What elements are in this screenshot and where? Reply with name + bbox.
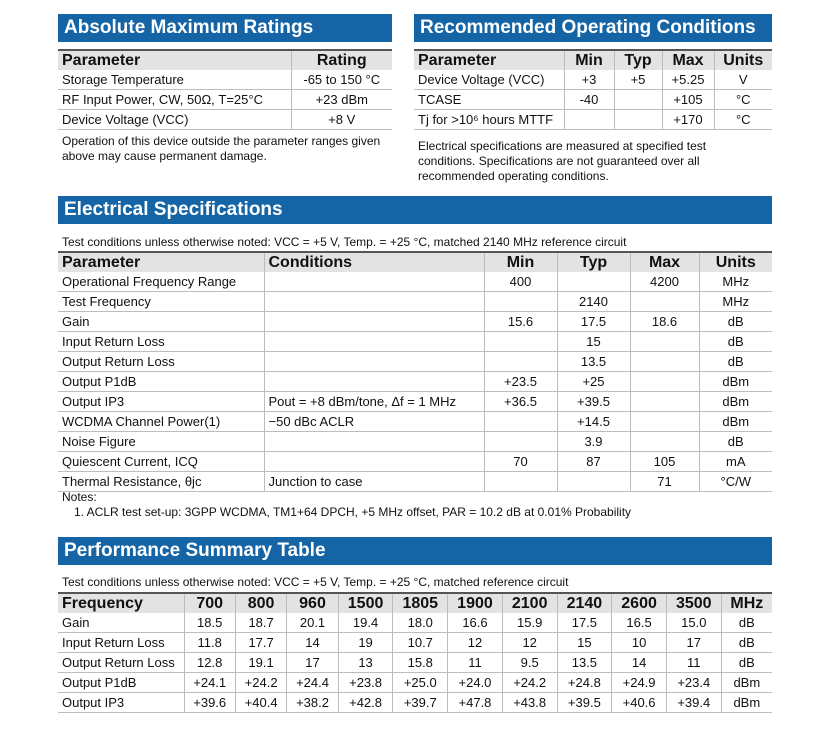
pst-section-title: Performance Summary Table: [58, 537, 772, 565]
pst-table-row: [58, 613, 772, 633]
es-cell: dB: [699, 312, 772, 332]
roc-cell: -40: [564, 90, 614, 110]
es-cell: dB: [699, 432, 772, 452]
pst-header-freq: 1900: [448, 593, 503, 613]
pst-cell: +39.5: [557, 693, 612, 713]
roc-cell: +105: [662, 90, 714, 110]
pst-cell: +39.7: [393, 693, 448, 713]
pst-header-freq: 1805: [393, 593, 448, 613]
pst-cell: 14: [612, 653, 667, 673]
es-cell: 105: [630, 452, 699, 472]
es-cell: [264, 312, 484, 332]
roc-cell: +170: [662, 110, 714, 130]
pst-cell: 14: [287, 633, 338, 653]
es-cell: [264, 452, 484, 472]
es-cell: Output P1dB: [58, 372, 264, 392]
roc-section-title: Recommended Operating Conditions: [414, 14, 772, 42]
pst-cell: Output Return Loss: [58, 653, 184, 673]
es-cell: [264, 372, 484, 392]
roc-cell: [614, 110, 662, 130]
amr-header-rating: Rating: [291, 50, 392, 70]
es-table-row: [58, 412, 772, 432]
es-header-typ: Typ: [557, 252, 630, 272]
roc-cell: [564, 110, 614, 130]
amr-section-title: Absolute Maximum Ratings: [58, 14, 392, 42]
roc-cell: +3: [564, 70, 614, 90]
es-cell: +23.5: [484, 372, 557, 392]
pst-header-freq: 2600: [612, 593, 667, 613]
pst-cell: +42.8: [338, 693, 393, 713]
es-cell: MHz: [699, 272, 772, 292]
es-cell: [630, 372, 699, 392]
pst-header-freq: 960: [287, 593, 338, 613]
es-header-conditions: Conditions: [264, 252, 484, 272]
roc-header-units: Units: [714, 50, 772, 70]
amr-table: [58, 49, 392, 130]
es-table-row: [58, 472, 772, 492]
es-cell: 4200: [630, 272, 699, 292]
es-cell: 17.5: [557, 312, 630, 332]
es-table: [58, 251, 772, 492]
es-header-max: Max: [630, 252, 699, 272]
es-cell: °C/W: [699, 472, 772, 492]
es-cell: Pout = +8 dBm/tone, Δf = 1 MHz: [264, 392, 484, 412]
pst-cell: Gain: [58, 613, 184, 633]
es-notes-label: Notes:: [62, 490, 97, 504]
es-cell: [630, 412, 699, 432]
pst-cell: +38.2: [287, 693, 338, 713]
amr-cell: +8 V: [291, 110, 392, 130]
pst-cell: 11: [666, 653, 721, 673]
es-cell: [630, 352, 699, 372]
pst-test-conditions: Test conditions unless otherwise noted: VCC = +5 V, Temp. = +25 °C, matched reference circuit: [62, 575, 569, 589]
es-cell: WCDMA Channel Power(1): [58, 412, 264, 432]
es-cell: Thermal Resistance, θjc: [58, 472, 264, 492]
roc-cell: Tj for >10⁶ hours MTTF: [414, 110, 564, 130]
es-cell: Output Return Loss: [58, 352, 264, 372]
es-cell: [264, 332, 484, 352]
pst-header-freq: 800: [235, 593, 286, 613]
pst-cell: dB: [721, 653, 772, 673]
es-cell: 18.6: [630, 312, 699, 332]
amr-cell: Device Voltage (VCC): [58, 110, 291, 130]
es-cell: [484, 352, 557, 372]
pst-header-freq: 2140: [557, 593, 612, 613]
pst-cell: 15.9: [502, 613, 557, 633]
pst-cell: 11.8: [184, 633, 235, 653]
pst-cell: 17: [287, 653, 338, 673]
roc-header-max: Max: [662, 50, 714, 70]
pst-header-freq: 700: [184, 593, 235, 613]
es-cell: Junction to case: [264, 472, 484, 492]
es-table-row: [58, 452, 772, 472]
pst-cell: 13.5: [557, 653, 612, 673]
pst-cell: 18.7: [235, 613, 286, 633]
pst-cell: +24.9: [612, 673, 667, 693]
amr-header-parameter: Parameter: [58, 50, 291, 70]
es-header-units: Units: [699, 252, 772, 272]
pst-cell: +47.8: [448, 693, 503, 713]
pst-cell: dB: [721, 633, 772, 653]
roc-cell: +5.25: [662, 70, 714, 90]
es-cell: [630, 392, 699, 412]
es-cell: dBm: [699, 412, 772, 432]
roc-cell: °C: [714, 90, 772, 110]
amr-note: Operation of this device outside the parameter ranges given above may cause permanent damage.: [62, 134, 381, 163]
es-cell: Noise Figure: [58, 432, 264, 452]
amr-cell: +23 dBm: [291, 90, 392, 110]
es-cell: dBm: [699, 372, 772, 392]
pst-header-freq: 1500: [338, 593, 393, 613]
es-cell: Quiescent Current, ICQ: [58, 452, 264, 472]
es-cell: +25: [557, 372, 630, 392]
pst-cell: 19.1: [235, 653, 286, 673]
pst-cell: 15.0: [666, 613, 721, 633]
pst-cell: 18.5: [184, 613, 235, 633]
pst-cell: 15.8: [393, 653, 448, 673]
es-cell: dB: [699, 352, 772, 372]
pst-cell: +24.4: [287, 673, 338, 693]
pst-cell: 10.7: [393, 633, 448, 653]
es-cell: MHz: [699, 292, 772, 312]
es-cell: −50 dBc ACLR: [264, 412, 484, 432]
es-cell: [484, 412, 557, 432]
es-table-row: [58, 392, 772, 412]
es-cell: Operational Frequency Range: [58, 272, 264, 292]
es-cell: 13.5: [557, 352, 630, 372]
pst-cell: 20.1: [287, 613, 338, 633]
es-cell: +39.5: [557, 392, 630, 412]
es-cell: [484, 472, 557, 492]
es-cell: mA: [699, 452, 772, 472]
es-cell: dBm: [699, 392, 772, 412]
roc-header-min: Min: [564, 50, 614, 70]
pst-table-row: [58, 693, 772, 713]
pst-cell: +24.0: [448, 673, 503, 693]
pst-cell: 12: [502, 633, 557, 653]
pst-table-row: [58, 653, 772, 673]
roc-cell: Device Voltage (VCC): [414, 70, 564, 90]
roc-cell: +5: [614, 70, 662, 90]
es-cell: [264, 272, 484, 292]
pst-cell: 10: [612, 633, 667, 653]
roc-cell: TCASE: [414, 90, 564, 110]
es-section-title: Electrical Specifications: [58, 196, 772, 224]
es-cell: +14.5: [557, 412, 630, 432]
es-cell: [557, 472, 630, 492]
es-header-parameter: Parameter: [58, 252, 264, 272]
pst-cell: dB: [721, 613, 772, 633]
es-table-row: [58, 352, 772, 372]
es-cell: 3.9: [557, 432, 630, 452]
pst-cell: +40.4: [235, 693, 286, 713]
es-cell: [484, 332, 557, 352]
pst-cell: +39.4: [666, 693, 721, 713]
pst-cell: 17: [666, 633, 721, 653]
pst-cell: Output P1dB: [58, 673, 184, 693]
roc-note: Electrical specifications are measured at specified test conditions. Specifications are not guaranteed over all recommended operating conditions.: [418, 139, 707, 183]
pst-header-freq: 2100: [502, 593, 557, 613]
pst-header-freq: 3500: [666, 593, 721, 613]
amr-cell: RF Input Power, CW, 50Ω, T=25°C: [58, 90, 291, 110]
pst-cell: +24.2: [235, 673, 286, 693]
pst-header-frequency: Frequency: [58, 593, 184, 613]
amr-cell: -65 to 150 °C: [291, 70, 392, 90]
pst-cell: +23.8: [338, 673, 393, 693]
es-cell: Test Frequency: [58, 292, 264, 312]
es-cell: [630, 332, 699, 352]
pst-table-row: [58, 633, 772, 653]
es-cell: 71: [630, 472, 699, 492]
es-cell: [264, 352, 484, 372]
es-test-conditions: Test conditions unless otherwise noted: VCC = +5 V, Temp. = +25 °C, matched 2140 MHz reference circuit: [62, 235, 627, 249]
es-cell: [630, 432, 699, 452]
es-table-row: [58, 272, 772, 292]
pst-cell: Input Return Loss: [58, 633, 184, 653]
pst-cell: 11: [448, 653, 503, 673]
pst-cell: Output IP3: [58, 693, 184, 713]
es-cell: [264, 432, 484, 452]
pst-cell: 19.4: [338, 613, 393, 633]
roc-cell: [614, 90, 662, 110]
pst-cell: 16.6: [448, 613, 503, 633]
pst-cell: +25.0: [393, 673, 448, 693]
es-cell: 70: [484, 452, 557, 472]
es-cell: [264, 292, 484, 312]
es-table-row: [58, 372, 772, 392]
es-header-min: Min: [484, 252, 557, 272]
pst-cell: +24.1: [184, 673, 235, 693]
pst-cell: 17.5: [557, 613, 612, 633]
es-cell: [484, 432, 557, 452]
pst-cell: +43.8: [502, 693, 557, 713]
pst-table-row: [58, 673, 772, 693]
es-cell: Input Return Loss: [58, 332, 264, 352]
pst-cell: +39.6: [184, 693, 235, 713]
pst-cell: +40.6: [612, 693, 667, 713]
es-cell: 15: [557, 332, 630, 352]
pst-cell: 19: [338, 633, 393, 653]
es-table-row: [58, 332, 772, 352]
pst-cell: +24.8: [557, 673, 612, 693]
pst-header-freq: MHz: [721, 593, 772, 613]
pst-table: [58, 592, 772, 713]
es-cell: 87: [557, 452, 630, 472]
es-cell: Gain: [58, 312, 264, 332]
pst-cell: dBm: [721, 693, 772, 713]
pst-cell: +24.2: [502, 673, 557, 693]
es-cell: 400: [484, 272, 557, 292]
roc-cell: °C: [714, 110, 772, 130]
es-table-row: [58, 312, 772, 332]
pst-cell: +23.4: [666, 673, 721, 693]
pst-cell: 12.8: [184, 653, 235, 673]
es-cell: +36.5: [484, 392, 557, 412]
es-cell: [484, 292, 557, 312]
pst-cell: 13: [338, 653, 393, 673]
es-cell: [557, 272, 630, 292]
pst-cell: 17.7: [235, 633, 286, 653]
roc-cell: V: [714, 70, 772, 90]
roc-header-parameter: Parameter: [414, 50, 564, 70]
roc-table: [414, 49, 772, 130]
es-table-row: [58, 432, 772, 452]
pst-cell: 16.5: [612, 613, 667, 633]
pst-cell: 15: [557, 633, 612, 653]
es-cell: Output IP3: [58, 392, 264, 412]
pst-cell: dBm: [721, 673, 772, 693]
es-cell: dB: [699, 332, 772, 352]
es-cell: 2140: [557, 292, 630, 312]
pst-cell: 9.5: [502, 653, 557, 673]
es-cell: [630, 292, 699, 312]
pst-cell: 18.0: [393, 613, 448, 633]
pst-cell: 12: [448, 633, 503, 653]
amr-cell: Storage Temperature: [58, 70, 291, 90]
es-note-1: 1. ACLR test set-up: 3GPP WCDMA, TM1+64 DPCH, +5 MHz offset, PAR = 10.2 dB at 0.01% Probability: [74, 505, 632, 519]
roc-header-typ: Typ: [614, 50, 662, 70]
es-cell: 15.6: [484, 312, 557, 332]
es-table-row: [58, 292, 772, 312]
